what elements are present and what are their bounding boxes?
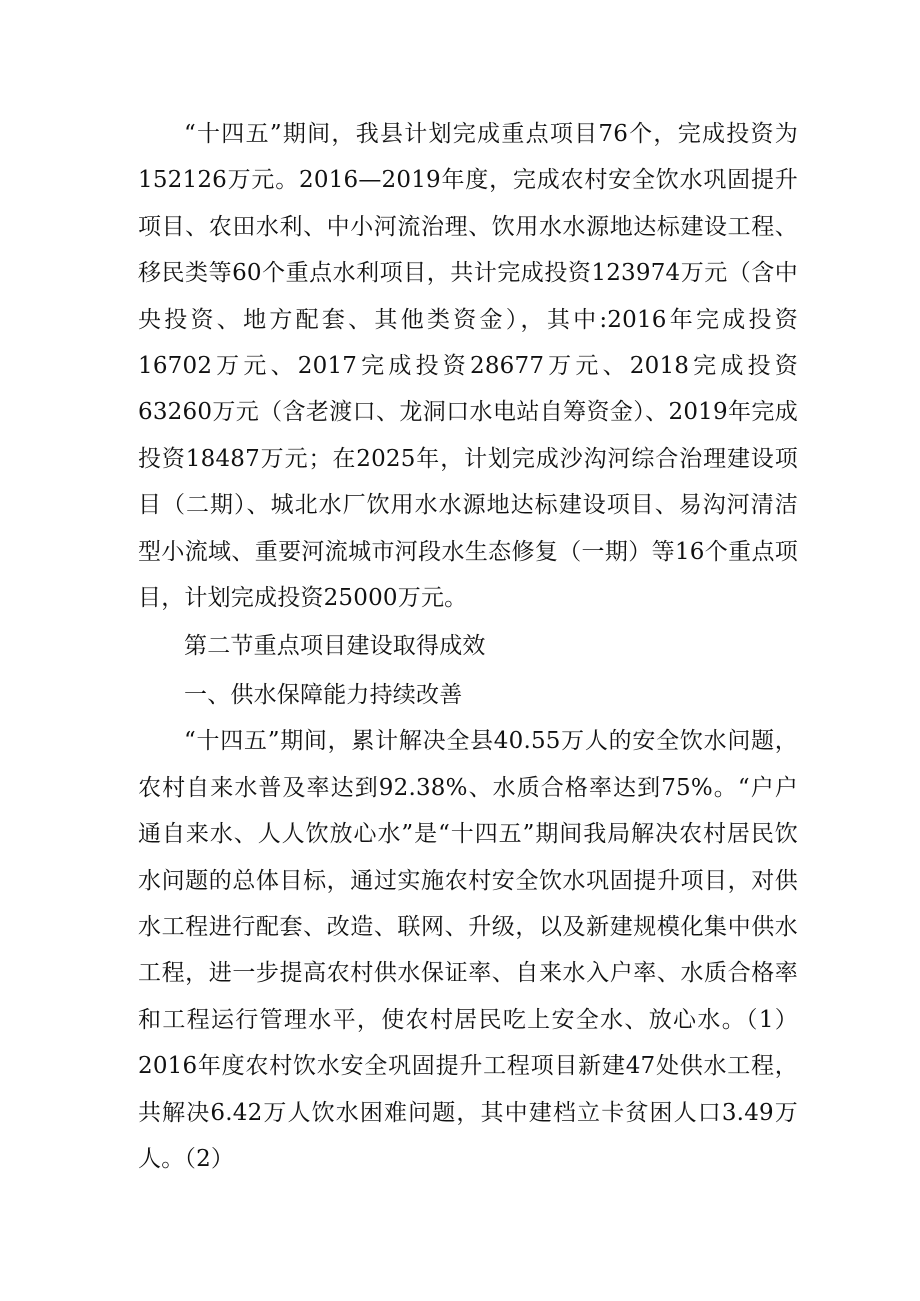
paragraph-investment-summary: “十四五”期间，我县计划完成重点项目76个，完成投资为152126万元。2016—2019年度，完成农村安全饮水巩固提升项目、农田水利、中小河流治理、饮用水水源地达标建设工程、移民类等60个重点水利项目，共计完成投资123974万元（含中央投资、地方配套、其他类资金），其中:2016年完成投资16702万元、2017完成投资28677万元、2018完成投资63260万元（含老渡口、龙洞口水电站自筹资金）、2019年完成投资18487万元；在2025年，计划完成沙沟河综合治理建设项目（二期）、城北水厂饮用水水源地达标建设项目、易沟河清洁型小流域、重要河流城市河段水生态修复（一期）等16个重点项目，计划完成投资25000万元。 [138,121,798,612]
subsection-title: 一、供水保障能力持续改善 [184,681,463,708]
document-body [138,111,798,1182]
paragraph-water-supply: “十四五”期间，累计解决全县40.55万人的安全饮水问题，农村自来水普及率达到92.38%、水质合格率达到75%。“户户通自来水、人人饮放心水”是“十四五”期间我局解决农村居民饮水问题的总体目标，通过实施农村安全饮水巩固提升项目，对供水工程进行配套、改造、联网、升级，以及新建规模化集中供水工程，进一步提高农村供水保证率、自来水入户率、水质合格率和工程运行管理水平，使农村居民吃上安全水、放心水。（1）2016年度农村饮水安全巩固提升工程项目新建47处供水工程，共解决6.42万人饮水困难问题，其中建档立卡贫困人口3.49万人。（2） [138,728,798,1172]
section-title: 第二节重点项目建设取得成效 [184,633,486,660]
